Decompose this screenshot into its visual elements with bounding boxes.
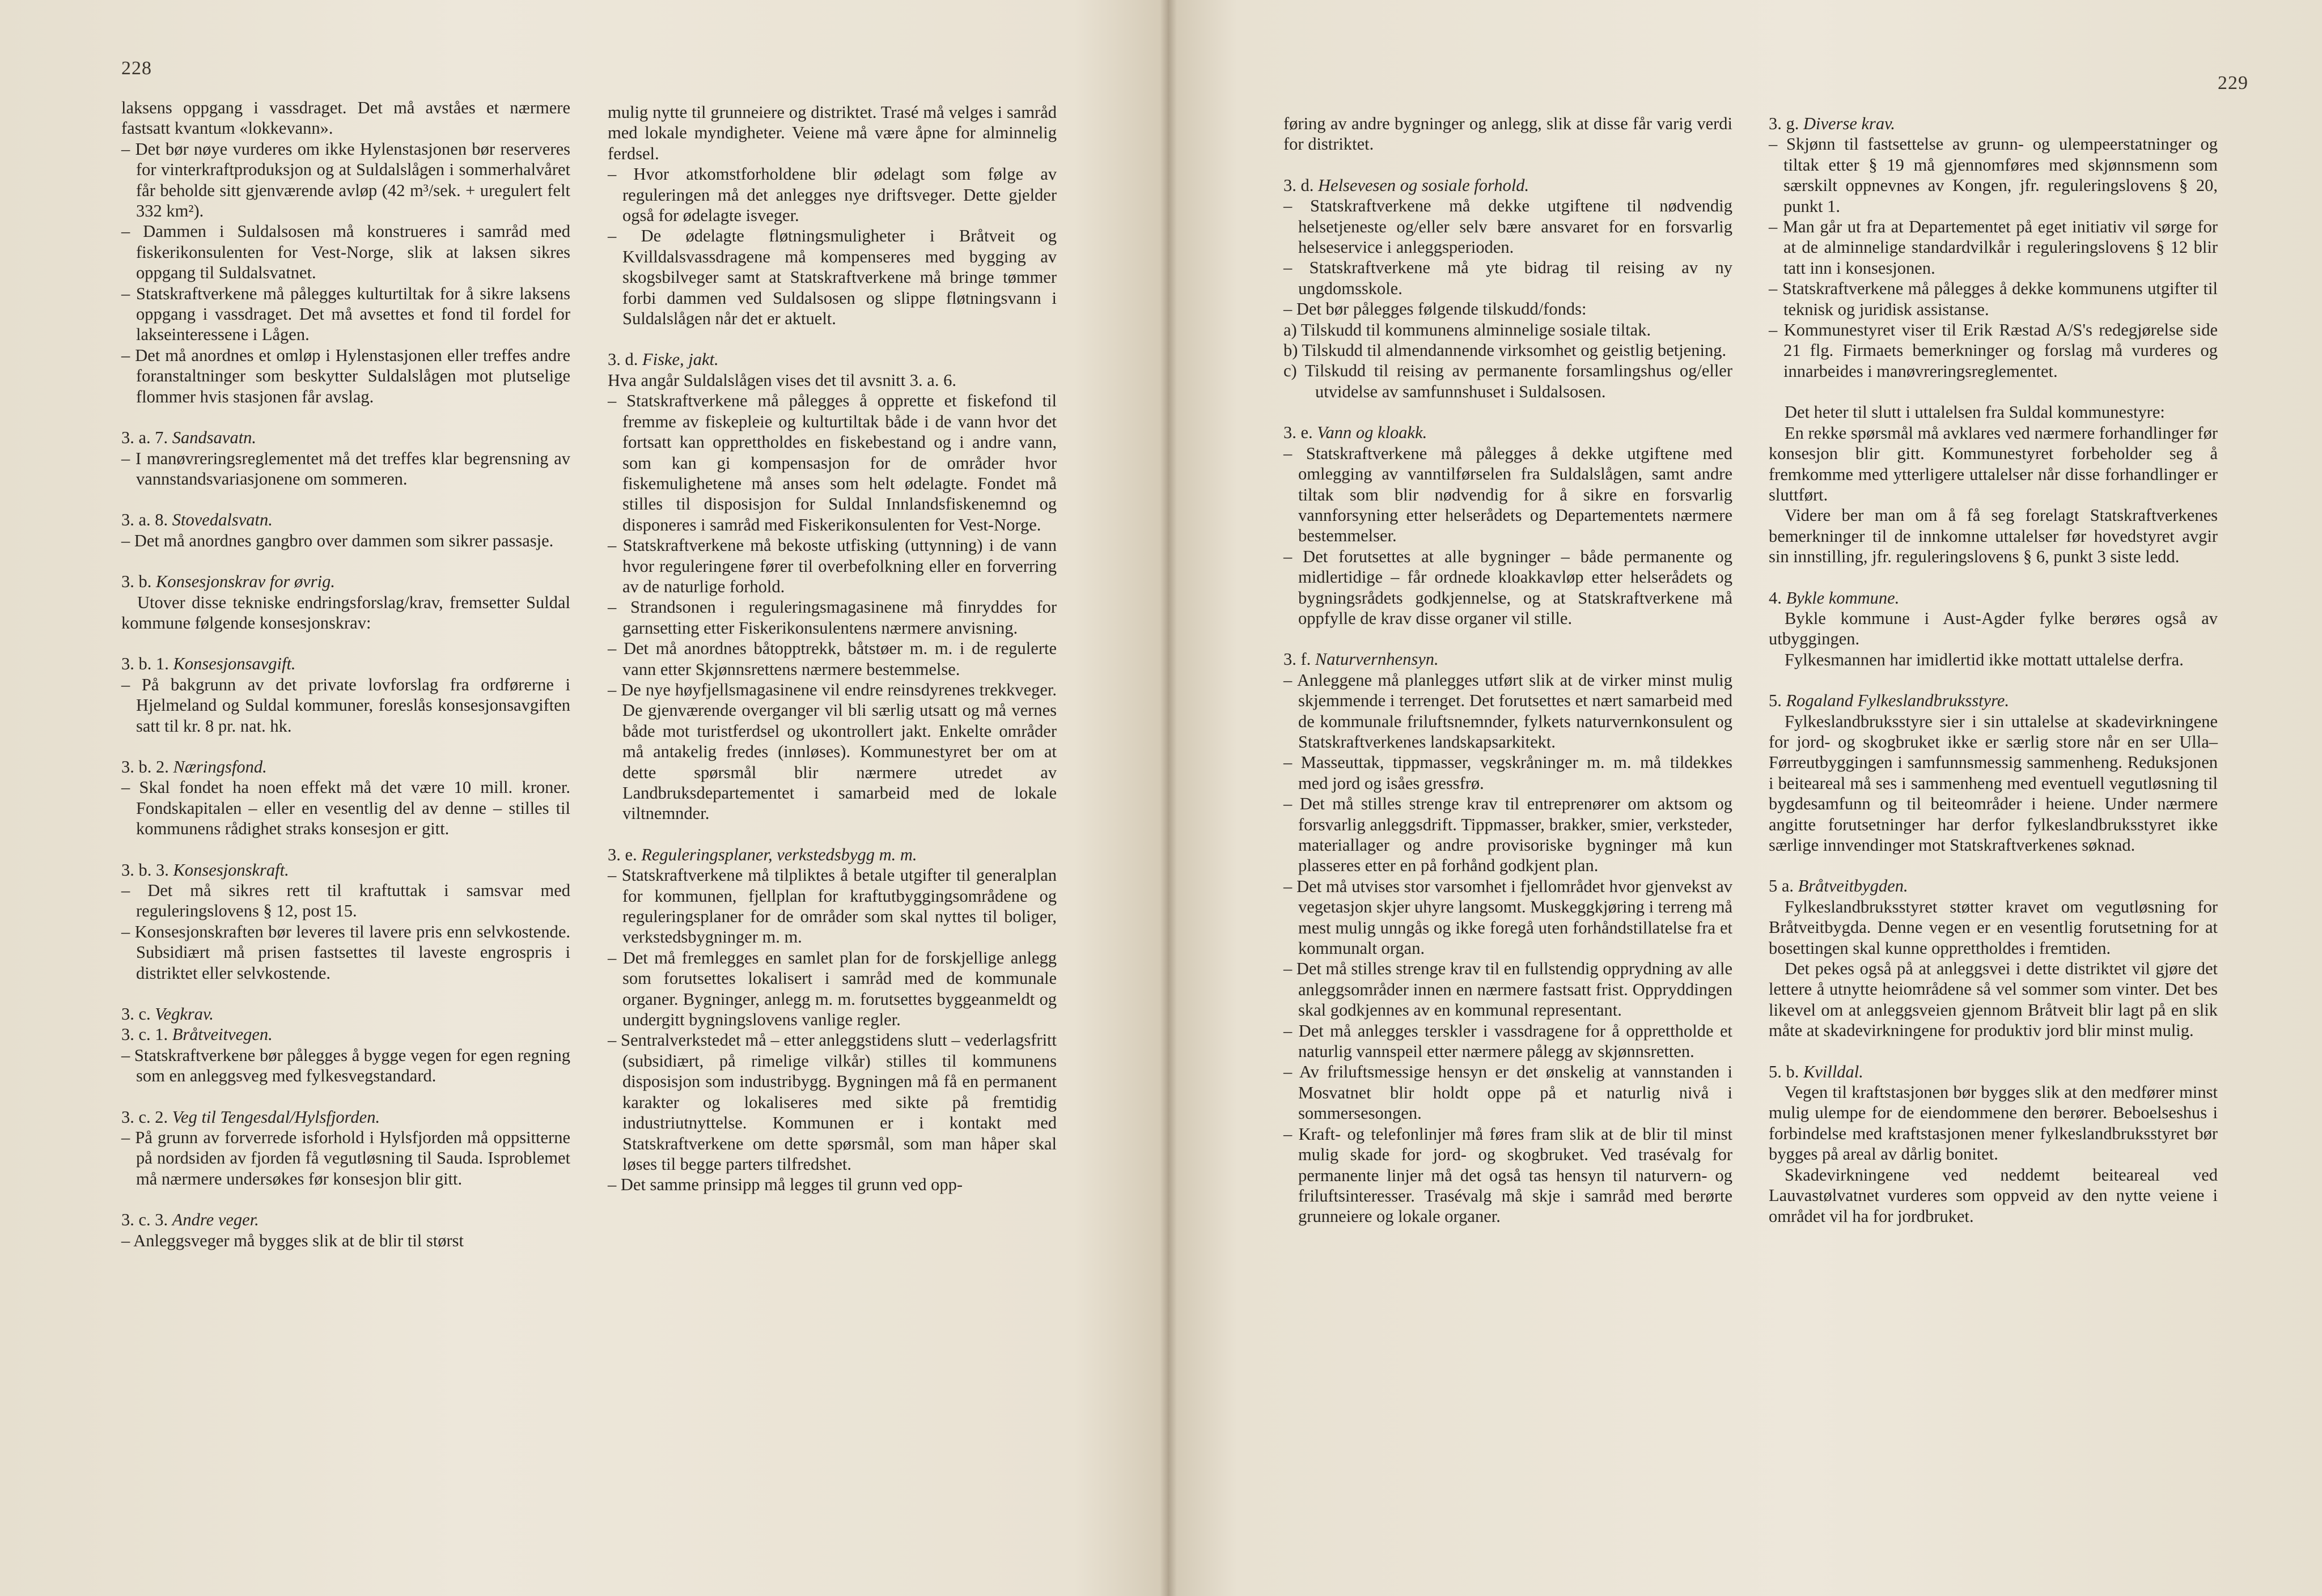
section-title: Bykle kommune. bbox=[1786, 588, 1900, 608]
paragraph: Bykle kommune i Aust-Agder fylke berøres også av utbyggingen. bbox=[1769, 608, 2218, 649]
section-number: 3. c. 1. bbox=[121, 1025, 168, 1045]
section-title: Næringsfond. bbox=[173, 757, 267, 776]
paragraph: laksens oppgang i vassdraget. Det må avståes et nærmere fastsatt kvantum «lokkevann». bbox=[121, 98, 570, 138]
section-number: 3. a. 8. bbox=[121, 510, 168, 530]
section-number: 3. d. bbox=[608, 350, 638, 370]
paragraph: Fylkeslandbruksstyret støtter kravet om vegutløsning for Bråtveitbygda. Denne vegen er en vesentlig forutsetning for at bosettingen skal kunne opprettholdes i fremtiden. bbox=[1769, 897, 2218, 958]
text-column-2 bbox=[608, 102, 1057, 1195]
list-item: – Det må fremlegges en samlet plan for de forskjellige anlegg som forutsettes lokalisert i samråd med de kommunale organer. Bygninger, anlegg m. m. forutsettes byggeanmeldt og undergitt bygningslovens vanlige regler. bbox=[608, 948, 1057, 1030]
section-heading bbox=[1283, 175, 1732, 196]
list-item: – Hvor atkomstforholdene blir ødelagt som følge av reguleringen må det anlegges nye driftsveger. Dette gjelder også for ødelagte isveger. bbox=[608, 164, 1057, 226]
section-number: 3. e. bbox=[608, 844, 637, 864]
section-number: 3. d. bbox=[1283, 175, 1314, 195]
list-item: – Statskraftverkene må dekke utgiftene til nødvendig helsetjeneste og/eller selv bære ansvaret for en forsvarlig helseservice i anleggsperioden. bbox=[1283, 196, 1732, 257]
list-item: – Kraft- og telefonlinjer må føres fram slik at de blir til minst mulig skade for jord- og skogbruket. Ved trasévalg for permanente linjer må det også tas hensyn til naturvern- og friluftsinteresser. Trasévalg må skje i samråd med berørte grunneiere og lokale organer. bbox=[1283, 1124, 1732, 1226]
section-number: 3. f. bbox=[1283, 650, 1311, 669]
list-item: – Statskraftverkene må pålegges å dekke utgiftene med omlegging av vanntilførselen fra Suldalslågen, samt andre tiltak som blir nødvendig for å sikre en forsvarlig vannforsyning etter helserådets og Departementets nærmere bestemmelser. bbox=[1283, 443, 1732, 546]
section-heading bbox=[121, 427, 570, 448]
text-column-1 bbox=[121, 97, 570, 1251]
paragraph: Det pekes også på at anleggsvei i dette distriktet vil gjøre det lettere å utnytte heiområdene så vel sommer som vinter. Det bes likevel om at anleggsveien gjennom Bråtveit blir lagt på en slik måte at skadevirkningene for produktiv jord blir minst mulig. bbox=[1769, 959, 2218, 1041]
section-number: 3. b. bbox=[121, 572, 152, 592]
section-title: Rogaland Fylkeslandbruksstyre. bbox=[1786, 691, 2010, 711]
section-number: 5. b. bbox=[1769, 1062, 1799, 1081]
section-title: Konsesjonskrav for øvrig. bbox=[156, 572, 336, 592]
list-item: – Statskraftverkene må tilpliktes å betale utgifter til generalplan for kommunen, fjellplan for kraftutbyggingsområdene og reguleringsplaner for de områder som skal nyttes til boliger, verkstedsbygninger m. m. bbox=[608, 865, 1057, 947]
list-item: – Kommunestyret viser til Erik Ræstad A/S's redegjørelse side 21 flg. Firmaets bemerkninger og forslag må vurderes og innarbeides i manøvreringsreglementet. bbox=[1769, 320, 2218, 381]
section-number: 3. a. 7. bbox=[121, 428, 168, 448]
list-item: – Av friluftsmessige hensyn er det ønskelig at vannstanden i Mosvatnet blir holdt oppe på et naturlig nivå i sommersesongen. bbox=[1283, 1062, 1732, 1123]
text-column-4 bbox=[1769, 113, 2218, 1226]
list-item: – Det samme prinsipp må legges til grunn ved opp- bbox=[608, 1175, 963, 1195]
paragraph: føring av andre bygninger og anlegg, slik at disse får varig verdi for distriktet. bbox=[1283, 114, 1732, 154]
list-item: – De ødelagte fløtningsmuligheter i Bråtveit og Kvilldalsvassdragene må kompenseres med bygging av skogsbilveger samt at Statskraftverkene må bringe tømmer forbi dammen ved Suldalsosen og slippe fløtningsvann i Suldalslågen når det er aktuelt. bbox=[608, 226, 1057, 329]
section-number: 3. b. 3. bbox=[121, 860, 169, 880]
section-heading bbox=[1283, 422, 1732, 443]
section-title: Reguleringsplaner, verkstedsbygg m. m. bbox=[641, 844, 917, 864]
section-title: Andre veger. bbox=[172, 1210, 259, 1230]
section-heading bbox=[1769, 876, 2218, 896]
section-heading bbox=[121, 1004, 570, 1024]
section-title: Helsevesen og sosiale forhold. bbox=[1318, 175, 1529, 195]
section-number: 3. c. bbox=[121, 1004, 151, 1024]
paragraph: Skadevirkningene ved neddemt beiteareal ved Lauvastølvatnet vurderes som oppveid av den nytte veiene i området vil ha for jordbruket. bbox=[1769, 1165, 2218, 1226]
list-item: – Det må anordnes et omløp i Hylenstasjonen eller treffes andre foranstaltninger som beskytter Suldalslågen mot plutselige flommer hvis stasjonen får avslag. bbox=[121, 345, 570, 406]
list-item: – I manøvreringsreglementet må det treffes klar begrensning av vannstandsvariasjonene om sommeren. bbox=[121, 448, 570, 489]
paragraph: Det heter til slutt i uttalelsen fra Suldal kommunestyre: bbox=[1785, 402, 2165, 422]
list-item: – Det forutsettes at alle bygninger – både permanente og midlertidige – får ordnede kloakkavløp etter helserådets og bygningsrådets godkjennelse, og at Statskraftverkene må oppfylle de krav disse organer vil stille. bbox=[1283, 546, 1732, 628]
section-heading bbox=[121, 757, 570, 777]
sub-list-item: b) Tilskudd til almendannende virksomhet og geistlig betjening. bbox=[1283, 341, 1727, 360]
section-number: 3. c. 2. bbox=[121, 1107, 168, 1127]
page-number-left: 228 bbox=[121, 58, 152, 79]
section-title: Fiske, jakt. bbox=[642, 350, 719, 370]
section-heading bbox=[121, 1107, 570, 1127]
section-title: Konsesjonsavgift. bbox=[173, 654, 296, 674]
list-item: – Dammen i Suldalsosen må konstrueres i samråd med fiskerikonsulenten for Vest-Norge, slik at laksen sikres oppgang til Suldalsvatnet. bbox=[121, 222, 570, 283]
section-heading bbox=[1769, 588, 2218, 608]
list-item: – Konsesjonskraften bør leveres til lavere pris enn selvkostende. Subsidiært må prisen fastsettes til laveste engrospris i distriktet eller selvkostende. bbox=[121, 922, 570, 983]
list-item: – Statskraftverkene må pålegges kulturtiltak for å sikre laksens oppgang i vassdraget. Det må avsettes et fond til fordel for lakseinteressene i Lågen. bbox=[121, 283, 570, 345]
section-number: 5. bbox=[1769, 691, 1782, 711]
section-heading bbox=[121, 1209, 570, 1230]
paragraph: Vegen til kraftstasjonen bør bygges slik at den medfører minst mulig ulempe for de eiendommene den berører. Beboelseshus i forbindelse med kraftstasjonen mener fylkeslandbruksstyret bør bygges på areal av dårlig bonitet. bbox=[1769, 1083, 2218, 1164]
book-gutter bbox=[1160, 0, 1177, 1596]
section-heading bbox=[608, 349, 1057, 370]
list-item: – Statskraftverkene må pålegges å opprette et fiskefond til fremme av fiskepleie og kulturtiltak både i de vann hvor det fortsatt kan opprettholdes en fiskebestand og i andre vann, som kan gi kompensasjon for de områder hvor fiskemulighetene må anses som helt ødelagte. Fondet må stilles til disposisjon for Suldal Innlandsfiskenemnd og disponeres i samråd med Fiskerikonsulenten for Vest-Norge. bbox=[608, 391, 1057, 534]
list-item: – Det må sikres rett til kraftuttak i samsvar med reguleringslovens § 12, post 15. bbox=[121, 881, 570, 921]
section-number: 3. b. 1. bbox=[121, 654, 169, 674]
paragraph: Fylkeslandbruksstyre sier i sin uttalelse at skadevirkningene for jord- og skogbruket ikke er særlig store når en ser Ulla–Førreutbyggingen i samfunnsmessig sammenheng. Reduksjonen i beiteareal må ses i sammenheng med eventuell vegutløsning til bygdesamfunn og til beiteområder i heiene. Under nærmere angitte forutsetninger har derfor fylkeslandbruksstyret ikke særlige innvendinger mot Statskraftverkenes søknad. bbox=[1769, 711, 2218, 855]
list-item: – Anleggsveger må bygges slik at de blir til størst bbox=[121, 1230, 464, 1250]
section-title: Naturvernhensyn. bbox=[1315, 650, 1439, 669]
list-item: – Det må stilles strenge krav til entreprenører om aktsom og forsvarlig anleggsdrift. Tippmasser, brakker, smier, verksteder, materiallager og andre provisoriske bygninger må kun plasseres etter en på forhånd godkjent plan. bbox=[1283, 794, 1732, 876]
section-heading bbox=[121, 860, 570, 880]
sub-list-item: c) Tilskudd til reising av permanente forsamlingshus og/eller utvidelse av samfunnshuset i Suldalsosen. bbox=[1283, 361, 1732, 401]
list-item: – Strandsonen i reguleringsmagasinene må finryddes for garnsetting etter Fiskerikonsulentens nærmere anvisning. bbox=[608, 597, 1057, 638]
text-column-3 bbox=[1283, 113, 1732, 1227]
section-title: Vegkrav. bbox=[155, 1004, 214, 1024]
list-item: – Statskraftverkene må bekoste utfisking (uttynning) i de vann hvor reguleringene fører til overbefolkning eller en forverring av de naturlige forhold. bbox=[608, 536, 1057, 596]
list-item: – Det bør pålegges følgende tilskudd/fonds: bbox=[1283, 299, 1587, 319]
list-item: – Det må anordnes båtopptrekk, båtstøer m. m. i de regulerte vann etter Skjønnsrettens nærmere bestemmelse. bbox=[608, 639, 1057, 679]
sub-list-item: a) Tilskudd til kommunens alminnelige sosiale tiltak. bbox=[1283, 320, 1651, 339]
list-item: – Det må stilles strenge krav til en fullstendig opprydning av alle anleggsområder innen en nærmere fastsatt frist. Oppryddingen skal godkjennes av en kommunal representant. bbox=[1283, 959, 1732, 1020]
section-heading bbox=[121, 571, 570, 592]
section-number: 3. b. 2. bbox=[121, 757, 169, 776]
section-title: Bråtveitbygden. bbox=[1798, 876, 1908, 896]
paragraph: Utover disse tekniske endringsforslag/krav, fremsetter Suldal kommune følgende konsesjonskrav: bbox=[121, 592, 570, 633]
section-heading bbox=[1769, 1062, 2218, 1082]
list-item: – Det må anordnes gangbro over dammen som sikrer passasje. bbox=[121, 530, 554, 550]
section-heading bbox=[1283, 649, 1732, 669]
right-page bbox=[1168, 0, 2322, 1596]
section-number: 4. bbox=[1769, 588, 1782, 608]
list-item: – Det må utvises stor varsomhet i fjellområdet hvor gjenvekst av vegetasjon skjer uhyre langsomt. Muskeggkjøring i terreng må mest mulig unngås og ikke foregå uten forhåndstillatelse fra et kommunalt organ. bbox=[1283, 876, 1732, 958]
page-number-right: 229 bbox=[2218, 73, 2248, 94]
section-title: Konsesjonskraft. bbox=[173, 860, 289, 880]
section-title: Stovedalsvatn. bbox=[172, 510, 273, 530]
section-heading bbox=[608, 844, 1057, 865]
section-heading bbox=[1769, 690, 2218, 711]
section-title: Vann og kloakk. bbox=[1317, 423, 1427, 443]
section-number: 3. g. bbox=[1769, 114, 1799, 133]
section-title: Veg til Tengesdal/Hylsfjorden. bbox=[172, 1107, 380, 1127]
list-item: – De nye høyfjellsmagasinene vil endre reinsdyrenes trekkveger. De gjenværende overganger vil bli særlig utsatt og må vernes både mot turistferdsel og ukontrollert jakt. Enkelte områder må antakelig fredes (innløses). Kommunestyret ber om at dette spørsmål blir nærmere utredet av Landbruksdepartementet i samarbeid med de lokale viltnemnder. bbox=[608, 680, 1057, 824]
paragraph: Videre ber man om å få seg forelagt Statskraftverkenes bemerkninger til de innkomne uttalelser før hovedstyret avgir sin innstilling, jfr. reguleringslovens § 6, punkt 3 siste ledd. bbox=[1769, 506, 2218, 567]
paragraph-gap bbox=[1769, 381, 2218, 402]
section-heading bbox=[121, 1024, 570, 1045]
paragraph: mulig nytte til grunneiere og distriktet. Trasé må velges i samråd med lokale myndigheter. Veiene må være åpne for alminnelig ferdsel. bbox=[608, 103, 1057, 163]
section-number: 5 a. bbox=[1769, 876, 1794, 896]
section-title: Kvilldal. bbox=[1803, 1062, 1863, 1081]
list-item: – På grunn av forverrede isforhold i Hylsfjorden må oppsitterne på nordsiden av fjorden få vegutløsning til Sauda. Isproblemet må nærmere undersøkes før konsesjon blir gitt. bbox=[121, 1128, 570, 1188]
list-item: – Skal fondet ha noen effekt må det være 10 mill. kroner. Fondskapitalen – eller en vesentlig del av denne – stilles til kommunens rådighet straks konsesjon er gitt. bbox=[121, 778, 570, 839]
list-item: – Sentralverkstedet må – etter anleggstidens slutt – vederlagsfritt (subsidiært, på rimelige vilkår) stilles til kommunens disposisjon som industribygg. Bygningen må få en permanent karakter og lokaliseres med sikte på fremtidig industriutnyttelse. Kommunen er i kontakt med Statskraftverkene om dette spørsmål, som man håper skal løses til begge parters tilfredshet. bbox=[608, 1030, 1057, 1174]
section-title: Diverse krav. bbox=[1803, 114, 1896, 133]
list-item: – Man går ut fra at Departementet på eget initiativ vil sørge for at de alminnelige standardvilkår i reguleringslovens § 12 blir tatt inn i konsesjonen. bbox=[1769, 217, 2218, 278]
section-heading bbox=[121, 653, 570, 674]
list-item: – Det bør nøye vurderes om ikke Hylenstasjonen bør reserveres for vinterkraftproduksjon og at Suldalslågen i sommerhalvåret får beholde sitt gjenværende avløp (42 m³/sek. + uregulert felt 332 km²). bbox=[121, 139, 570, 221]
list-item: – Masseuttak, tippmasser, vegskråninger m. m. må tildekkes med jord og isåes gressfrø. bbox=[1283, 753, 1732, 793]
list-item: – Anleggene må planlegges utført slik at de virker minst mulig skjemmende i terrenget. Det forutsettes et nært samarbeid med de kommunale friluftsnemnder, fylkets naturvernkonsulent og Statskraftverkenes landskapsarkitekt. bbox=[1283, 670, 1732, 752]
list-item: – Skjønn til fastsettelse av grunn- og ulempeerstatninger og tiltak etter § 19 må gjennomføres med skjønnsmenn som særskilt oppnevnes av Kongen, jfr. reguleringslovens § 20, punkt 1. bbox=[1769, 134, 2218, 216]
section-number: 3. e. bbox=[1283, 423, 1313, 443]
list-item: – Statskraftverkene bør pålegges å bygge vegen for egen regning som en anleggsveg med fylkesvegstandard. bbox=[121, 1045, 570, 1086]
list-item: – Det må anlegges terskler i vassdragene for å opprettholde et naturlig vannspeil etter nærmere pålegg av skjønnsretten. bbox=[1283, 1021, 1732, 1062]
section-title: Bråtveitvegen. bbox=[172, 1025, 273, 1045]
paragraph: Fylkesmannen har imidlertid ikke mottatt uttalelse derfra. bbox=[1785, 650, 2184, 669]
list-item: – Statskraftverkene må pålegges å dekke kommunens utgifter til teknisk og juridisk assistanse. bbox=[1769, 279, 2218, 319]
paragraph: En rekke spørsmål må avklares ved nærmere forhandlinger før konsesjon blir gitt. Kommunestyret forbeholder seg å fremkomme med ytterligere uttalelser når disse forhandlinger er sluttført. bbox=[1769, 423, 2218, 504]
paragraph: Hva angår Suldalslågen vises det til avsnitt 3. a. 6. bbox=[608, 370, 956, 390]
section-heading bbox=[121, 510, 570, 530]
list-item: – På bakgrunn av det private lovforslag fra ordførerne i Hjelmeland og Suldal kommuner, foreslås konsesjonsavgiften satt til kr. 8 pr. nat. hk. bbox=[121, 674, 570, 736]
section-number: 3. c. 3. bbox=[121, 1210, 168, 1230]
section-title: Sandsavatn. bbox=[172, 428, 257, 448]
section-heading bbox=[1769, 113, 2218, 134]
list-item: – Statskraftverkene må yte bidrag til reising av ny ungdomsskole. bbox=[1283, 258, 1732, 298]
